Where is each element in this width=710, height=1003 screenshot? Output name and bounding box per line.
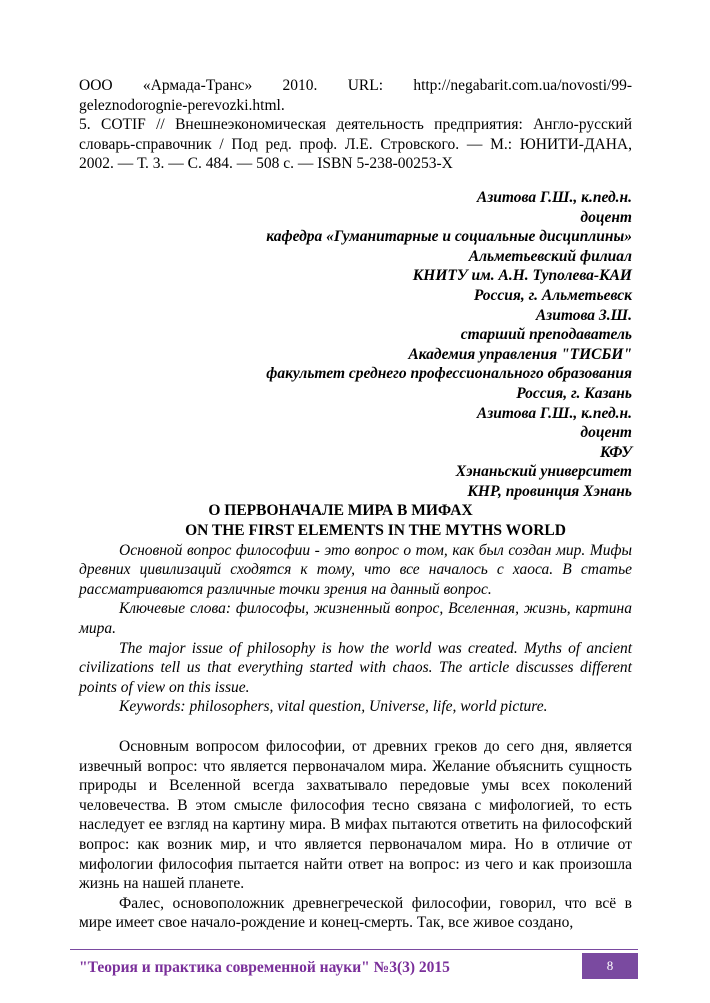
keywords-ru: Ключевые слова: философы, жизненный вопрос, Вселенная, жизнь, картина мира. [79,600,632,638]
affiliation-line: КНИТУ им. А.Н. Туполева-КАИ [412,267,632,285]
reference-4-line1: ООО «Армада-Транс» 2010. URL: http://negabarit.com.ua/novosti/99- [79,77,632,94]
affiliation-line: КФУ [599,443,632,461]
article-title-ru: О ПЕРВОНАЧАЛЕ МИРА В МИФАХ [208,502,473,520]
abstract-en: The major issue of philosophy is how the world was created. Myths of ancient civilizations tell us that everything started with chaos. The article discusses different points of view on this issue. [79,639,632,696]
affiliation-line: доцент [580,424,632,442]
abstract-ru: Основной вопрос философии - это вопрос о том, как был создан мир. Мифы древних цивилизаций сходятся к тому, что все началось с хаоса. В статье рассматриваются различные точки зрения на данный вопрос. [79,541,632,598]
article-title-en: ON THE FIRST ELEMENTS IN THE MYTHS WORLD [185,522,566,540]
affiliation-line: Азитова Г.Ш., к.пед.н. [476,188,632,206]
abstract [79,541,632,717]
reference-4-line2: geleznodorognie-perevozki.html. [79,96,285,114]
affiliation-line: доцент [580,208,632,226]
affiliation-line: Россия, г. Казань [516,384,632,402]
affiliation-line: кафедра «Гуманитарные и социальные дисциплины» [266,228,632,246]
article-body [79,737,632,933]
footer-divider [70,949,638,950]
keywords-en: Keywords: philosophers, vital question, Universe, life, world picture. [119,698,548,716]
reference-5: 5. COTIF // Внешнеэкономическая деятельность предприятия: Англо-русский словарь-справочник / Под ред. проф. Л.Е. Стровского. — М.: ЮНИТИ-ДАНА, 2002. — Т. 3. — С. 484. — 508 с. — ISBN 5-238-00253-X [79,116,632,173]
page-content [79,76,632,933]
affiliation-line: факультет среднего профессионального образования [266,365,632,383]
author-affiliation-block [79,188,632,502]
body-paragraph: Основным вопросом философии, от древних греков до сего дня, является извечный вопрос: что является первоначалом мира. Желание объяснить сущность природы и Вселенной всегда захватывало передовые умы всех поколений человечества. В этом смысле философия тесно связана с мифологией, то есть наследует ее взгляд на картину мира. В мифах пытаются ответить на философский вопрос: как возник мир, и что является первоначалом мира. Но в отличие от мифологии философия пытается найти ответ на вопрос: из чего и как произошла жизнь на нашей планете. [79,738,632,893]
affiliation-line: старший преподаватель [460,326,632,344]
journal-footer: "Теория и практика современной науки" №3(3) 2015 [79,959,450,976]
page-number: 8 [582,953,638,979]
affiliation-line: Альметьевский филиал [468,247,632,265]
reference-list [79,76,632,174]
affiliation-line: КНР, провинция Хэнань [467,482,632,500]
affiliation-line: Хэнаньский университет [455,463,632,481]
affiliation-line: Академия управления "ТИСБИ" [408,345,632,363]
affiliation-line: Азитова Г.Ш., к.пед.н. [476,404,632,422]
body-paragraph: Фалес, основоположник древнегреческой философии, говорил, что всё в мире имеет свое начало-рождение и конец-смерть. Так, все живое создано, [79,894,632,932]
affiliation-line: Азитова З.Ш. [535,306,632,324]
affiliation-line: Россия, г. Альметьевск [473,286,632,304]
